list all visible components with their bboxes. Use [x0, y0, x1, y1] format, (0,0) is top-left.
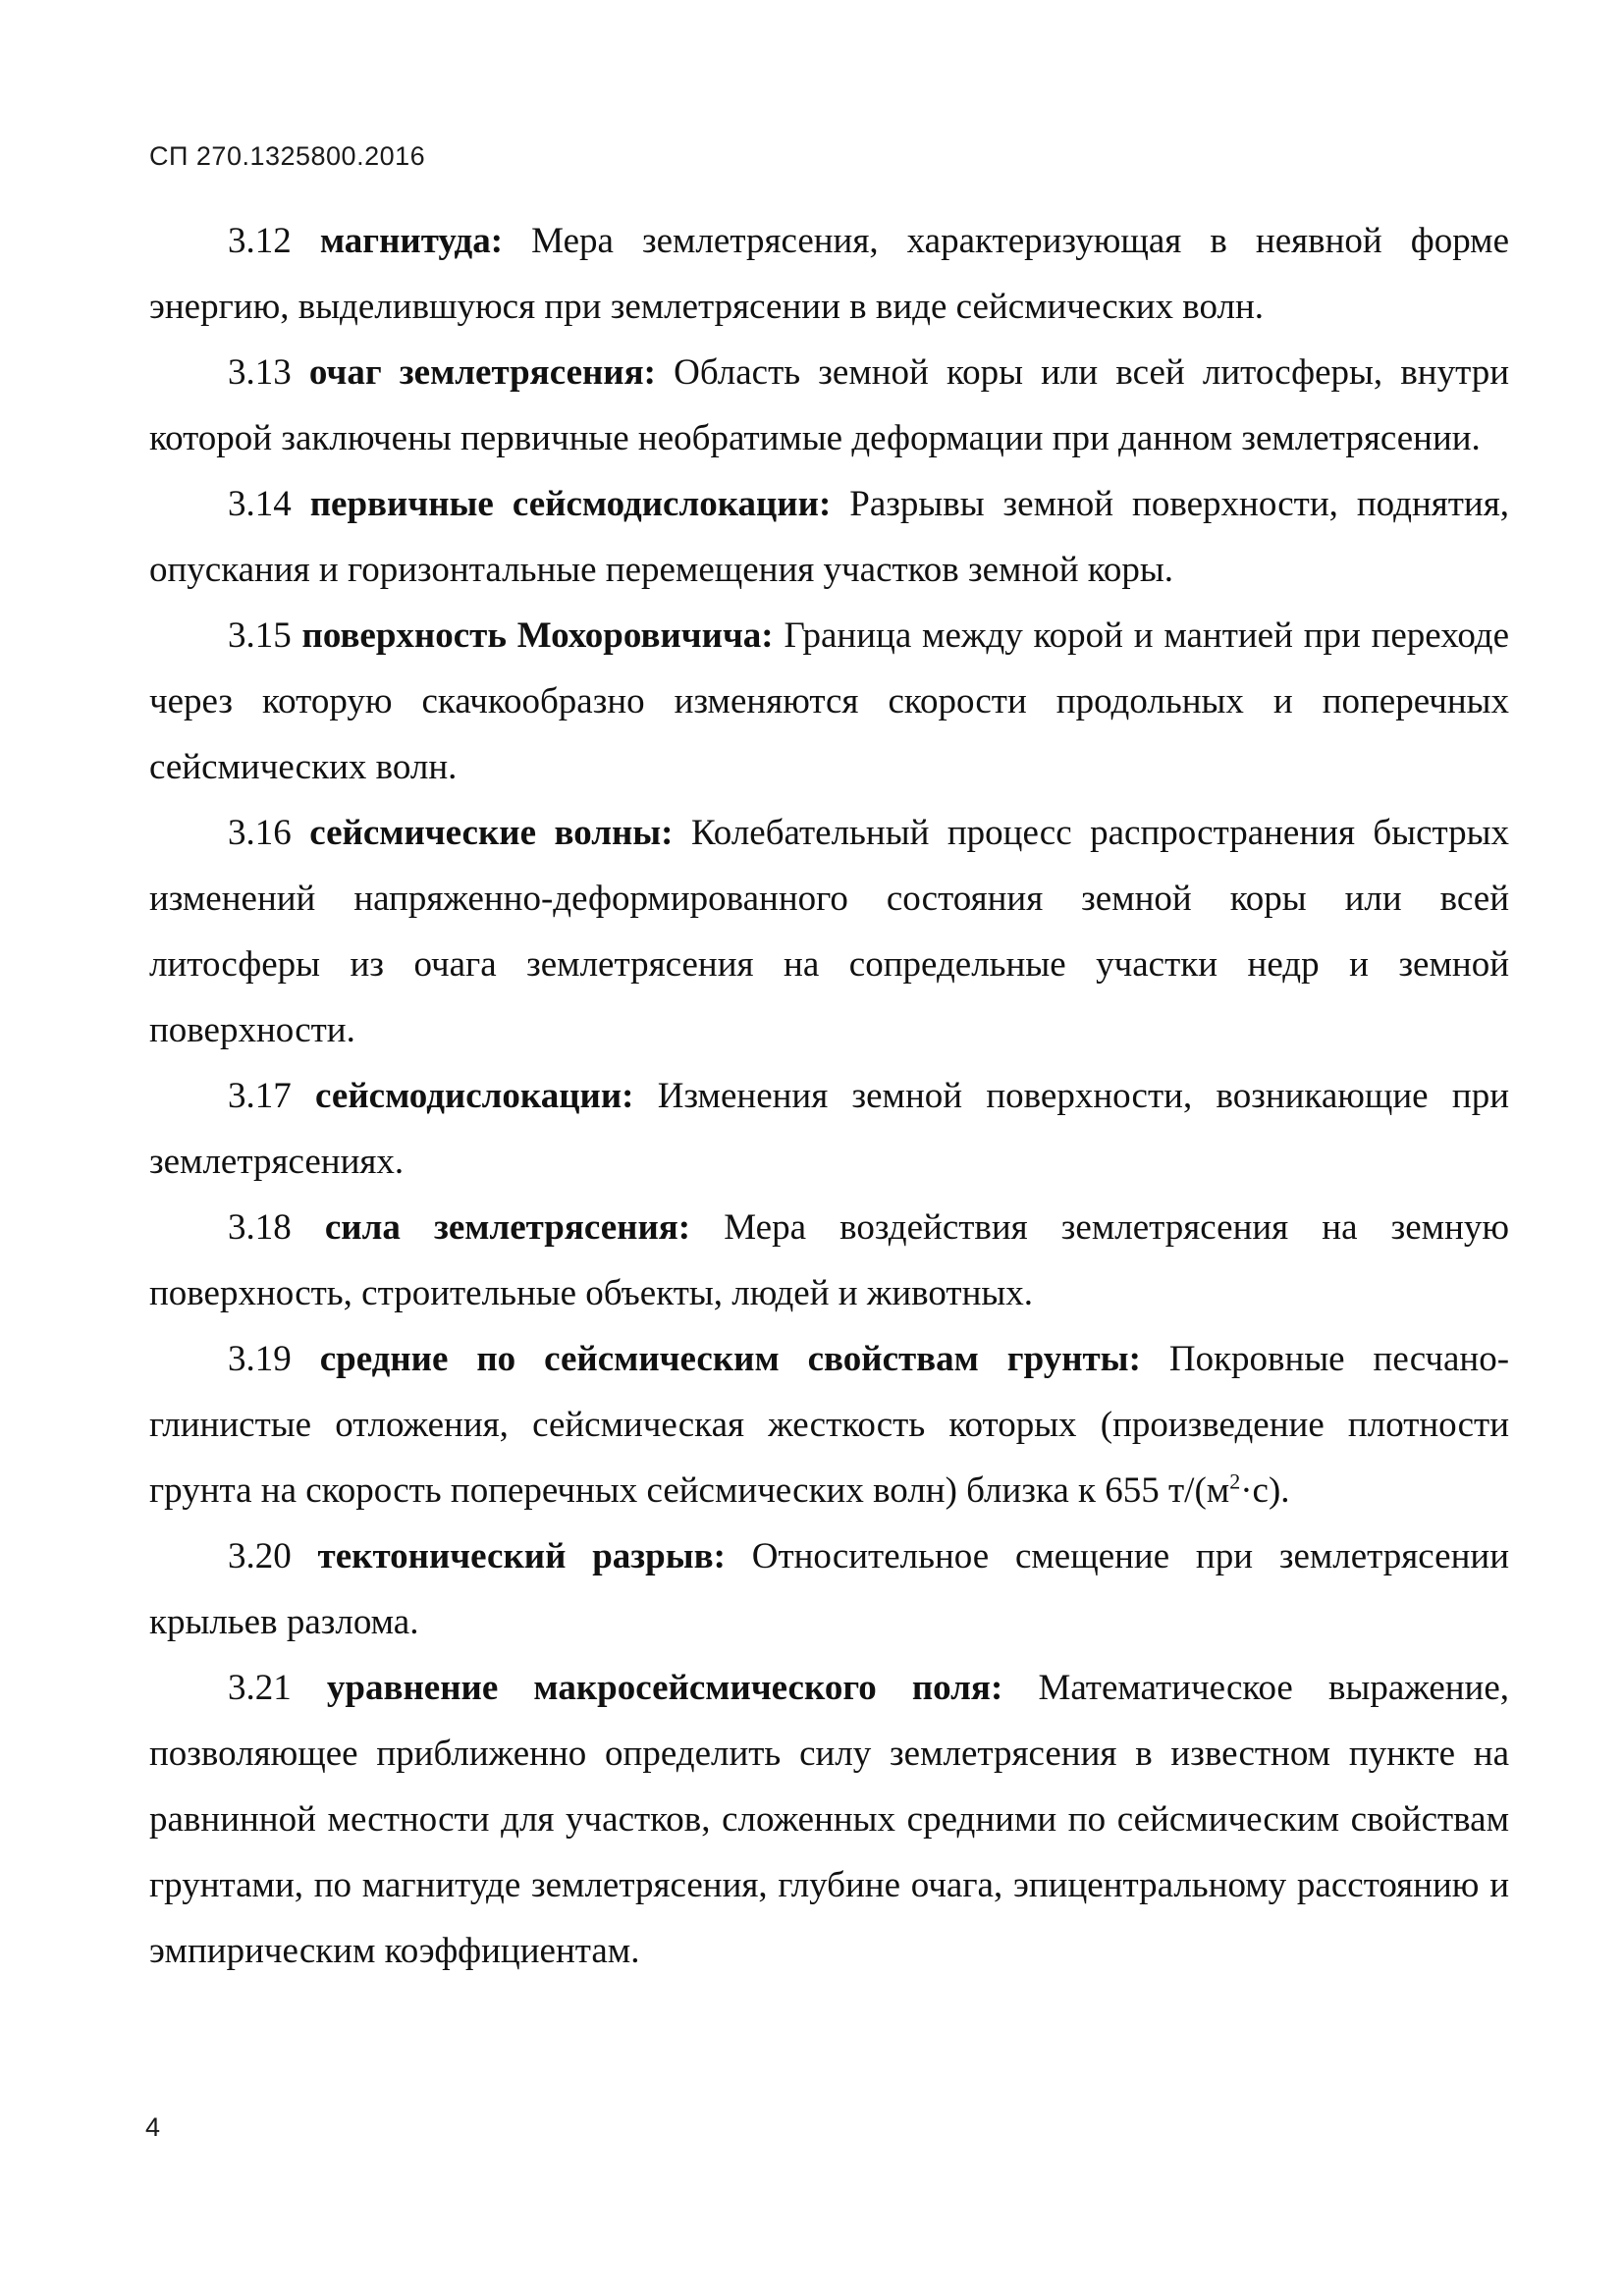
term-3-19 — [149, 1326, 1509, 1523]
term-name: средние по сейсмическим свойствам грунты: — [319, 1339, 1141, 1379]
term-number: 3.19 — [228, 1339, 292, 1379]
term-number: 3.15 — [228, 615, 292, 656]
term-definition: Покровные песчано-глинистые отложения, сейсмическая жесткость которых (произведение плотности грунта на скорость поперечных сейсмических волн) близка к 655 т/(м — [149, 1339, 1510, 1511]
term-name: уравнение макросейсмического поля: — [326, 1668, 1003, 1708]
terms-section — [149, 208, 1509, 1984]
term-definition: Область земной коры или всей литосферы, внутри которой заключены первичные необратимые деформации при данном землетрясении. — [149, 352, 1510, 458]
term-3-14 — [149, 471, 1509, 603]
term-definition: Мера воздействия землетрясения на земную поверхность, строительные объекты, людей и животных. — [149, 1207, 1510, 1313]
term-3-15 — [149, 603, 1509, 800]
term-definition: Граница между корой и мантией при переходе через которую скачкообразно изменяются скорости продольных и поперечных сейсмических волн. — [149, 615, 1510, 787]
term-definition: Математическое выражение, позволяющее приближенно определить силу землетрясения в известном пункте на равнинной местности для участков, сложенных средними по сейсмическим свойствам грунтами, по магнитуде землетрясения, глубине очага, эпицентральному расстоянию и эмпирическим коэффициентам. — [149, 1668, 1510, 1971]
term-number: 3.14 — [228, 484, 292, 524]
term-name: поверхность Мохоровичича: — [301, 615, 774, 656]
term-name: сила землетрясения: — [324, 1207, 691, 1248]
term-3-13 — [149, 340, 1509, 471]
term-number: 3.17 — [228, 1076, 292, 1116]
page-number: 4 — [145, 2112, 161, 2142]
term-definition-tail: ·с). — [1240, 1470, 1290, 1511]
term-definition: Колебательный процесс распространения быстрых изменений напряженно-деформированного состояния земной коры или всей литосферы из очага землетрясения на сопредельные участки недр и земной поверхности. — [149, 813, 1510, 1050]
term-definition: Разрывы земной поверхности, поднятия, опускания и горизонтальные перемещения участков земной коры. — [149, 484, 1509, 590]
term-number: 3.18 — [228, 1207, 292, 1248]
term-definition: Изменения земной поверхности, возникающие при землетрясениях. — [149, 1076, 1509, 1182]
document-code: СП 270.1325800.2016 — [149, 141, 426, 171]
superscript: 2 — [1229, 1468, 1241, 1494]
term-number: 3.21 — [228, 1668, 292, 1708]
term-3-17 — [149, 1063, 1509, 1195]
term-3-16 — [149, 800, 1509, 1063]
term-name: магнитуда: — [319, 221, 504, 261]
term-number: 3.16 — [228, 813, 292, 853]
term-name: первичные сейсмодислокации: — [309, 484, 832, 524]
term-name: очаг землетрясения: — [308, 352, 656, 393]
term-number: 3.12 — [228, 221, 292, 261]
term-number: 3.20 — [228, 1536, 292, 1576]
term-3-21 — [149, 1655, 1509, 1984]
term-name: сейсмодислокации: — [315, 1076, 634, 1116]
term-definition: Мера землетрясения, характеризующая в неявной форме энергию, выделившуюся при землетрясении в виде сейсмических волн. — [149, 221, 1510, 327]
term-name: тектонический разрыв: — [317, 1536, 726, 1576]
term-3-12 — [149, 208, 1509, 340]
term-3-18 — [149, 1195, 1509, 1326]
term-name: сейсмические волны: — [309, 813, 674, 853]
term-number: 3.13 — [228, 352, 292, 393]
term-definition: Относительное смещение при землетрясении крыльев разлома. — [149, 1536, 1510, 1642]
term-3-20 — [149, 1523, 1509, 1655]
